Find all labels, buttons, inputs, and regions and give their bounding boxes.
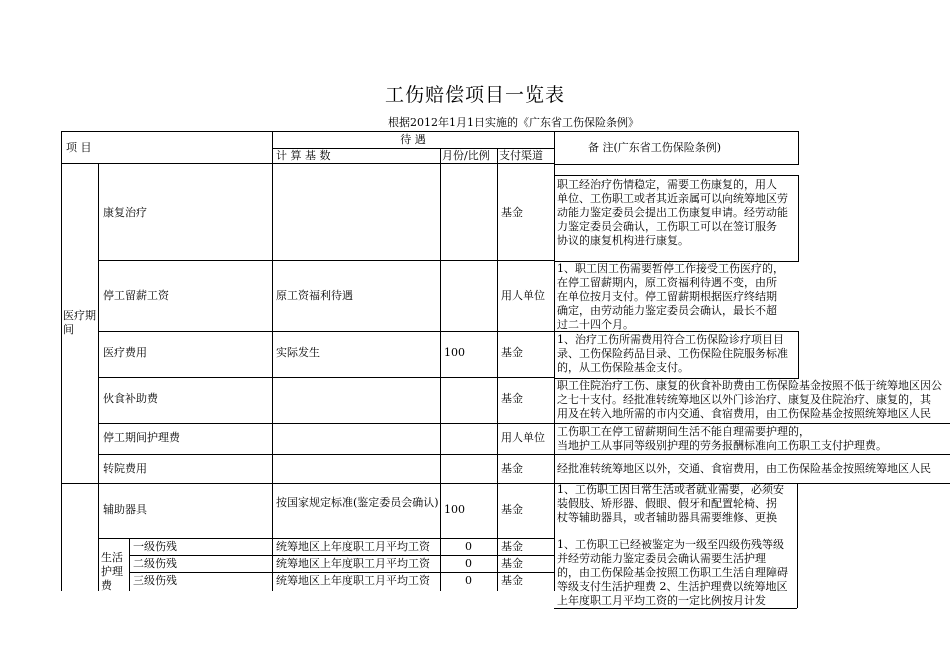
table-row-channel: 用人单位 bbox=[501, 431, 545, 444]
table-row-name: 停工期间护理费 bbox=[103, 431, 180, 444]
table-row-channel: 基金 bbox=[501, 574, 523, 587]
group-medical-period: 医疗期间 bbox=[63, 309, 96, 336]
table-row-note: 职工住院治疗工伤、康复的伙食补助费由工伤保险基金按照不低于统筹地区因公 之七十支付。经批准转统筹地区以外门诊治疗、康复及住院治疗、康复的，其 用及在转入地所需的市内交通、食宿费用，由工伤保险基金按照统筹地区人民 bbox=[557, 379, 942, 420]
table-row-channel: 用人单位 bbox=[501, 289, 545, 302]
header-channel: 支付渠道 bbox=[499, 149, 543, 162]
table-row-name: 医疗费用 bbox=[103, 346, 147, 359]
table-row-note: 1、工伤职工因日常生活或者就业需要，必须安 装假肢、矫形器、假眼、假牙和配置轮椅、拐 杖等辅助器具，或者辅助器具需要维修、更换 bbox=[557, 483, 784, 524]
page-subtitle: 根据2012年1月1日实施的《广东省工伤保险条例》 bbox=[388, 116, 639, 129]
table-row-name: 康复治疗 bbox=[103, 206, 147, 219]
table-row-note: 1、工伤职工已经被鉴定为一级至四级伤残等级 并经劳动能力鉴定委员会确认需要生活护理 的，由工伤保险基金按照工伤职工生活自理障碍 等级支付生活护理费 2、生活护理费以统筹地区 上年度职工月平均工资的一定比例按月计发 bbox=[557, 538, 788, 607]
table-row-name: 转院费用 bbox=[103, 462, 147, 475]
header-remark: 备 注(广东省工伤保险条例) bbox=[588, 141, 722, 154]
table-row-note: 工伤职工在停工留薪期间生活不能自理需要护理的， 当地护工从事同等级别护理的劳务报酬标准向工伤职工支付护理费。 bbox=[557, 425, 887, 452]
table-row-channel: 基金 bbox=[501, 206, 523, 219]
header-item: 项 目 bbox=[66, 141, 92, 154]
table-row-basis: 原工资福利待遇 bbox=[276, 289, 353, 302]
table-row-note: 1、职工因工伤需要暂停工作接受工伤医疗的， 在停工留薪期内，原工资福利待遇不变，由所 在单位按月支付。停工留薪期根据医疗终结期 确定，由劳动能力鉴定委员会确认，最长不超 过二十四个月。 bbox=[557, 262, 784, 331]
table-row-channel: 基金 bbox=[501, 540, 523, 553]
table-row-note: 职工经治疗伤情稳定，需要工伤康复的，用人 单位、工伤职工或者其近亲属可以向统筹地区劳 动能力鉴定委员会提出工伤康复申请。经劳动能 力鉴定委员会确认，工伤职工可以在签订服务 协议的康复机构进行康复。 bbox=[557, 178, 788, 247]
table-row-name: 辅助器具 bbox=[103, 503, 147, 516]
table-row-channel: 基金 bbox=[501, 392, 523, 405]
table-row-name: 伙食补助费 bbox=[103, 392, 158, 405]
table-row-basis: 统筹地区上年度职工月平均工资 bbox=[276, 540, 430, 553]
header-months-ratio: 月份/比例 bbox=[442, 149, 490, 162]
table-row-basis: 按国家规定标准(鉴定委员会确认) bbox=[276, 496, 439, 509]
table-row-name: 二级伤残 bbox=[133, 557, 177, 570]
header-basis: 计 算 基 数 bbox=[276, 149, 331, 162]
table-row-ratio: 0 bbox=[465, 557, 472, 570]
page-title: 工伤赔偿项目一览表 bbox=[384, 84, 565, 106]
table-row-note: 经批准转统筹地区以外，交通、食宿费用，由工伤保险基金按照统筹地区人民 bbox=[557, 462, 931, 475]
table-row-name: 一级伤残 bbox=[133, 540, 177, 553]
table-row-ratio: 0 bbox=[465, 540, 472, 553]
table-row-channel: 基金 bbox=[501, 346, 523, 359]
table-row-basis: 实际发生 bbox=[276, 346, 320, 359]
table-row-ratio: 100 bbox=[444, 346, 465, 359]
table-row-channel: 基金 bbox=[501, 557, 523, 570]
table-row-basis: 统筹地区上年度职工月平均工资 bbox=[276, 557, 430, 570]
group-living-care: 生活护理费 bbox=[101, 551, 123, 592]
table-row-note: 1、治疗工伤所需费用符合工伤保险诊疗项目目 录、工伤保险药品目录、工伤保险住院服务标准 的，从工伤保险基金支付。 bbox=[557, 333, 788, 374]
table-row-channel: 基金 bbox=[501, 462, 523, 475]
table-row-name: 停工留薪工资 bbox=[103, 289, 169, 302]
table-row-basis: 统筹地区上年度职工月平均工资 bbox=[276, 574, 430, 587]
table-row-ratio: 100 bbox=[444, 503, 465, 516]
table-row-ratio: 0 bbox=[465, 574, 472, 587]
table-row-channel: 基金 bbox=[501, 503, 523, 516]
table-row-name: 三级伤残 bbox=[133, 574, 177, 587]
header-treatment: 待 遇 bbox=[400, 133, 426, 146]
